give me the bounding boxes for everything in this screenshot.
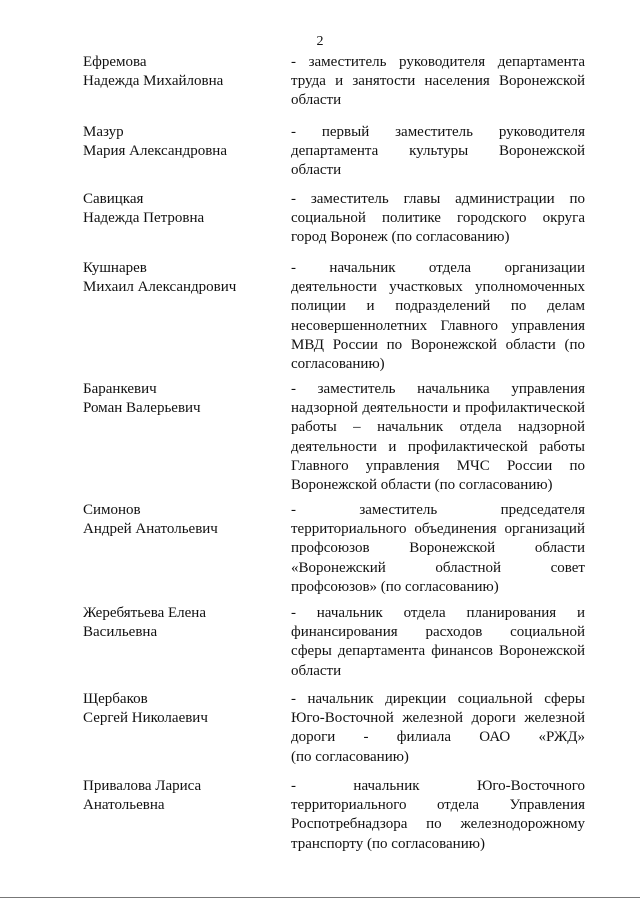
member-position — [291, 501, 585, 597]
name-line: Роман Валерьевич — [83, 400, 201, 416]
position-line: области — [291, 162, 342, 179]
name-line: Кушнарев — [83, 260, 147, 276]
name-line: Щербаков — [83, 691, 148, 707]
name-line: Жеребятьева Елена — [83, 605, 206, 621]
position-line: профсоюзов Воронежской области — [291, 540, 585, 557]
position-line: (по согласованию) — [291, 748, 409, 765]
position-line: транспорту (по согласованию) — [291, 835, 485, 852]
position-line: - начальник дирекции социальной сферы — [291, 691, 585, 707]
position-line: надзорной деятельности и профилактической — [291, 400, 585, 417]
position-line: Воронежской области (по согласованию) — [291, 477, 553, 494]
name-line: Васильевна — [83, 624, 158, 640]
member-name — [83, 690, 273, 728]
position-line: территориального отдела Управления — [291, 797, 585, 814]
position-line: финансирования расходов социальной — [291, 624, 585, 641]
position-line: деятельности участковых уполномоченных — [291, 279, 585, 296]
member-position — [291, 777, 585, 854]
page-number: 2 — [316, 34, 324, 49]
position-line: Главного управления МЧС России по — [291, 457, 585, 474]
position-line: деятельности и профилактической работы — [291, 438, 585, 455]
position-line: сферы департамента финансов Воронежской — [291, 643, 585, 660]
name-line: Баранкевич — [83, 381, 157, 397]
name-line: Симонов — [83, 502, 141, 518]
name-line: Надежда Михайловна — [83, 73, 224, 89]
name-line: Савицкая — [83, 191, 144, 207]
member-position — [291, 690, 585, 767]
position-line: профсоюзов» (по согласованию) — [291, 578, 499, 595]
member-name — [83, 501, 273, 539]
position-line: - заместитель председателя — [291, 502, 585, 518]
position-line: работы – начальник отдела надзорной — [291, 419, 585, 436]
member-position — [291, 380, 585, 495]
position-line: труда и занятости населения Воронежской — [291, 73, 585, 90]
position-line: - заместитель руководителя департамента — [291, 54, 585, 70]
position-line: Юго-Восточной железной дороги железной — [291, 710, 585, 727]
member-name — [83, 190, 273, 228]
position-line: город Воронеж (по согласованию) — [291, 229, 510, 246]
position-line: - начальник Юго-Восточного — [291, 778, 585, 794]
position-line: территориального объединения организаций — [291, 521, 585, 538]
name-line: Михаил Александрович — [83, 279, 237, 295]
position-line: «Воронежский областной совет — [291, 559, 585, 576]
member-position — [291, 259, 585, 374]
name-line: Ефремова — [83, 54, 147, 70]
member-name — [83, 777, 273, 815]
name-line: Сергей Николаевич — [83, 710, 208, 726]
position-line: полиции и подразделений по делам — [291, 298, 585, 315]
position-line: области — [291, 662, 342, 679]
member-position — [291, 190, 585, 248]
name-line: Привалова Лариса — [83, 778, 202, 794]
position-line: - начальник отдела организации — [291, 260, 585, 276]
position-line: - первый заместитель руководителя — [291, 124, 585, 140]
page-bottom-rule — [0, 897, 640, 898]
member-name — [83, 53, 273, 91]
name-line: Мария Александровна — [83, 143, 227, 159]
member-position — [291, 53, 585, 111]
position-line: - заместитель главы администрации по — [291, 191, 585, 207]
member-position — [291, 604, 585, 681]
member-name — [83, 380, 273, 418]
position-line: области — [291, 92, 342, 109]
name-line: Андрей Анатольевич — [83, 521, 218, 537]
position-line: дороги - филиала ОАО «РЖД» — [291, 729, 585, 746]
member-name — [83, 123, 273, 161]
name-line: Анатольевна — [83, 797, 165, 813]
member-name — [83, 604, 273, 642]
name-line: Мазур — [83, 124, 124, 140]
position-line: - начальник отдела планирования и — [291, 605, 585, 621]
position-line: несовершеннолетних Главного управления — [291, 317, 585, 334]
position-line: социальной политике городского округа — [291, 210, 585, 227]
position-line: департамента культуры Воронежской — [291, 143, 585, 160]
member-position — [291, 123, 585, 181]
name-line: Надежда Петровна — [83, 210, 205, 226]
position-line: - заместитель начальника управления — [291, 381, 585, 397]
member-name — [83, 259, 273, 297]
position-line: МВД России по Воронежской области (по — [291, 336, 585, 353]
position-line: Роспотребнадзора по железнодорожному — [291, 816, 585, 833]
position-line: согласованию) — [291, 356, 385, 373]
